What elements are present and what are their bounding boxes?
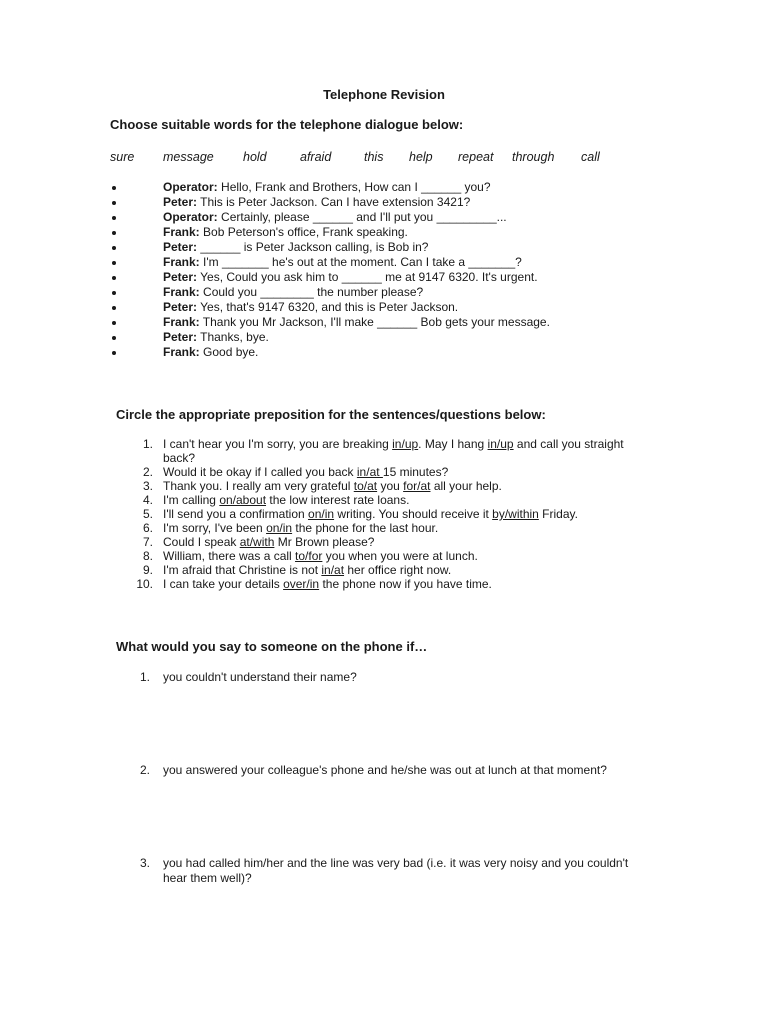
preposition-item [135,479,635,493]
dialogue-text: Yes, that's 9147 6320, and this is Peter Jackson. [197,300,459,314]
item-number: 6. [142,521,153,535]
item-number: 8. [142,549,153,563]
preposition-choice: on/in [266,521,293,535]
dialogue-line [110,195,550,210]
preposition-choice: over/in [283,577,320,591]
sentence-text: 15 minutes? [382,465,449,479]
preposition-choice: in/at [321,563,345,577]
dialogue-text: Yes, Could you ask him to ______ me at 9147 6320. It's urgent. [197,270,538,284]
dialogue-line [110,210,550,225]
dialogue-text: I'm _______ he's out at the moment. Can I take a _______? [199,255,522,269]
preposition-item [135,507,635,521]
preposition-choice: on/in [308,507,335,521]
item-number: 1. [142,437,153,451]
speaker-name: Frank: [163,315,200,329]
dialogue-line [110,330,550,345]
preposition-choice: to/at [353,479,378,493]
sentence-text: the phone for the last hour. [292,521,439,535]
speaker-name: Peter: [163,240,198,254]
speaker-name: Frank: [163,345,200,359]
item-number: 2. [142,465,153,479]
item-number: 4. [142,493,153,507]
dialogue-line [110,300,550,315]
sentence-text: I'll send you a confirmation [163,507,309,521]
word-bank-item: this [364,150,384,164]
dialogue-text: Could you ________ the number please? [199,285,424,299]
sentence-text: . May I hang [418,437,488,451]
sentence-text: the phone now if you have time. [319,577,492,591]
sentence-text: and call you straight back? [163,437,624,465]
sentence-text: I'm sorry, I've been [163,521,267,535]
preposition-choice: in/up [392,437,419,451]
dialogue-text: Thanks, bye. [197,330,269,344]
sentence-text: I'm afraid that Christine is not [163,563,322,577]
section1-heading: Choose suitable words for the telephone dialogue below: [110,117,464,132]
dialogue-list [110,180,550,360]
word-bank-item: sure [110,150,135,164]
speaker-name: Frank: [163,225,200,239]
preposition-item [135,465,635,479]
item-number: 10. [136,577,153,591]
dialogue-text: Thank you Mr Jackson, I'll make ______ Bob gets your message. [199,315,550,329]
speaker-name: Peter: [163,270,198,284]
preposition-item [135,563,635,577]
speaker-name: Operator: [163,210,218,224]
dialogue-line [110,270,550,285]
preposition-item [135,521,635,535]
sentence-text: Friday. [538,507,578,521]
sentence-text: you when you were at lunch. [322,549,478,563]
preposition-item [135,577,635,591]
sentence-text: William, there was a call [163,549,296,563]
preposition-choice: in/at [356,465,383,479]
speaker-name: Operator: [163,180,218,194]
sentence-text: writing. You should receive it [334,507,493,521]
preposition-item [135,535,635,549]
dialogue-line [110,255,550,270]
sentence-text: you [377,479,404,493]
sentence-text: Could I speak [163,535,240,549]
preposition-choice: in/up [487,437,514,451]
speaker-name: Peter: [163,195,198,209]
word-bank-item: help [409,150,433,164]
dialogue-line [110,225,550,240]
dialogue-text: This is Peter Jackson. Can I have extension 3421? [197,195,471,209]
word-bank-item: afraid [300,150,332,164]
preposition-choice: at/with [239,535,275,549]
item-number: 3. [139,856,150,870]
dialogue-line [110,240,550,255]
dialogue-line [110,180,550,195]
item-number: 5. [142,507,153,521]
speaker-name: Frank: [163,285,200,299]
question-text: you had called him/her and the line was very bad (i.e. it was very noisy and you couldn't hear them well)? [163,856,629,885]
dialogue-text: ______ is Peter Jackson calling, is Bob in? [197,240,429,254]
preposition-item [135,437,635,465]
dialogue-text: Good bye. [199,345,259,359]
word-bank-item: message [163,150,214,164]
section2-heading: Circle the appropriate preposition for the sentences/questions below: [116,407,546,422]
word-bank-item: hold [243,150,267,164]
sentence-text: I can't hear you I'm sorry, you are breaking [163,437,393,451]
phone-question-item [135,763,655,778]
sentence-text: Thank you. I really am very grateful [163,479,354,493]
preposition-choice: by/within [492,507,539,521]
sentence-text: I can take your details [163,577,284,591]
word-bank-item: call [581,150,600,164]
item-number: 3. [142,479,153,493]
section3-heading: What would you say to someone on the phone if… [116,639,428,654]
dialogue-line [110,315,550,330]
speaker-name: Peter: [163,330,198,344]
sentence-text: Mr Brown please? [274,535,375,549]
question-text: you couldn't understand their name? [163,670,357,684]
sentence-text: Would it be okay if I called you back [163,465,357,479]
word-bank [0,149,768,165]
word-bank-item: through [512,150,555,164]
preposition-item [135,493,635,507]
preposition-choice: for/at [403,479,431,493]
sentence-text: her office right now. [344,563,452,577]
preposition-choice: on/about [219,493,267,507]
item-number: 9. [142,563,153,577]
word-bank-item: repeat [458,150,494,164]
preposition-item [135,549,635,563]
item-number: 1. [139,670,150,684]
sentence-text: I'm calling [163,493,220,507]
dialogue-text: Bob Peterson's office, Frank speaking. [199,225,408,239]
phone-question-item [135,670,655,685]
dialogue-line [110,345,550,360]
speaker-name: Frank: [163,255,200,269]
sentence-text: all your help. [430,479,502,493]
sentence-text: the low interest rate loans. [266,493,410,507]
speaker-name: Peter: [163,300,198,314]
page-title: Telephone Revision [323,87,445,102]
phone-question-item [135,856,655,886]
item-number: 7. [142,535,153,549]
preposition-list [135,437,635,591]
dialogue-line [110,285,550,300]
dialogue-text: Hello, Frank and Brothers, How can I ______ you? [217,180,491,194]
dialogue-text: Certainly, please ______ and I'll put you _________... [217,210,507,224]
question-text: you answered your colleague's phone and he/she was out at lunch at that moment? [163,763,607,777]
preposition-choice: to/for [295,549,323,563]
item-number: 2. [139,763,150,777]
